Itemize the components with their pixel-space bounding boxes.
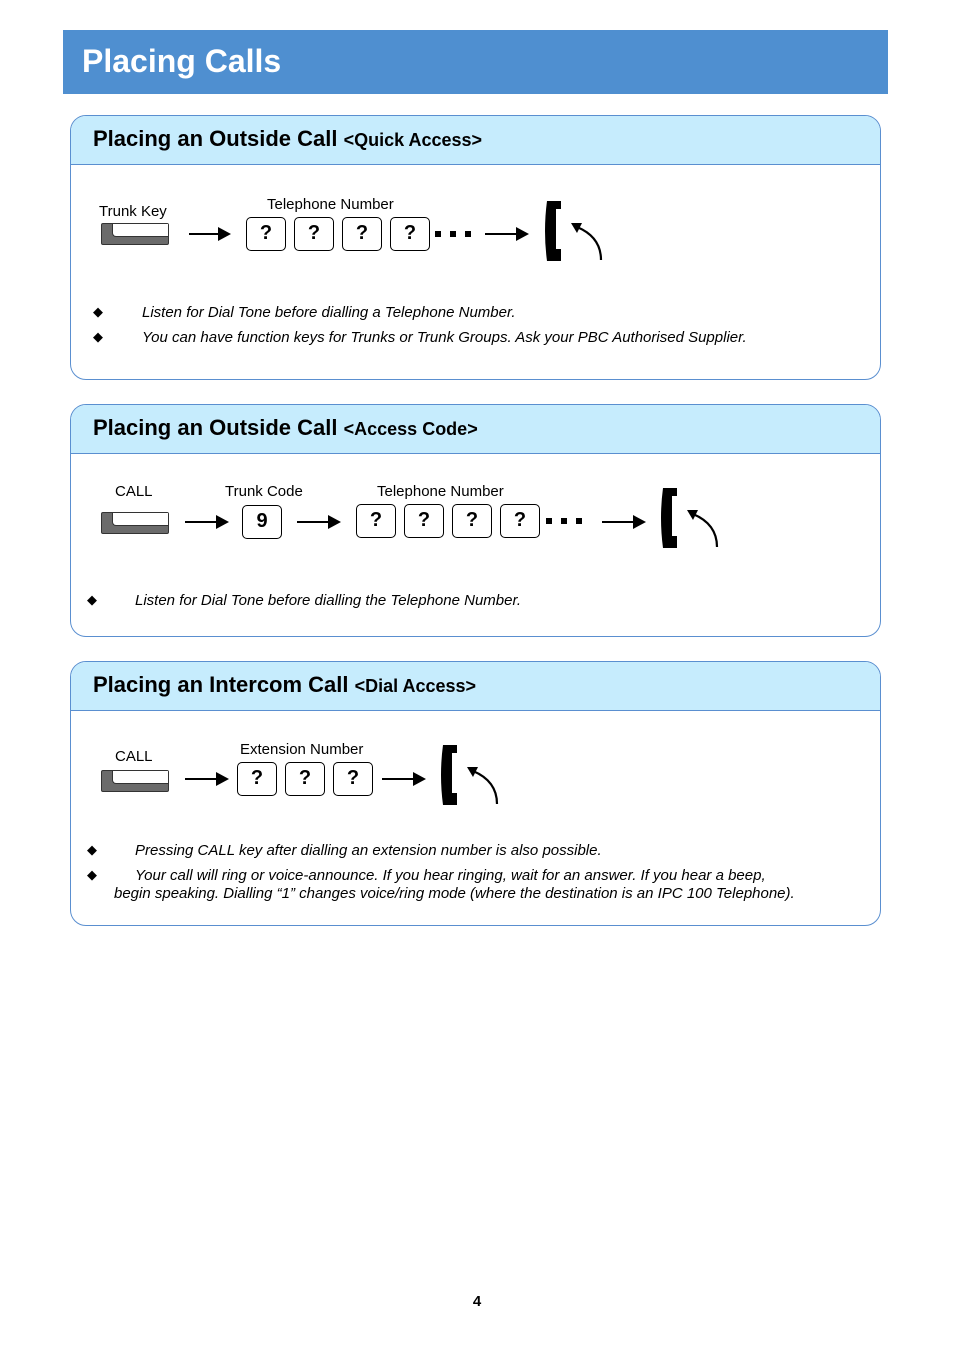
- section-dial-access: [70, 661, 881, 926]
- section-access-code: [70, 404, 881, 637]
- ellipsis-dots-icon: [546, 518, 584, 524]
- section-header: [71, 405, 880, 454]
- digit-key[interactable]: ?: [237, 762, 277, 796]
- note-text: Listen for Dial Tone before dialling a Telephone Number.: [142, 304, 516, 321]
- note-text: Listen for Dial Tone before dialling the Telephone Number.: [135, 592, 522, 609]
- bullet-icon: ◆: [93, 329, 103, 344]
- arrow-right-icon: [485, 227, 529, 241]
- handset-icon: [543, 197, 605, 265]
- call-key-button-icon[interactable]: [101, 770, 169, 792]
- digit-key[interactable]: ?: [333, 762, 373, 796]
- page-title: Placing Calls: [82, 43, 282, 79]
- digit-key[interactable]: ?: [404, 504, 444, 538]
- digit-key[interactable]: ?: [246, 217, 286, 251]
- trunk-key-button-icon[interactable]: [101, 223, 169, 245]
- note-text: Your call will ring or voice-announce. If you hear ringing, wait for an answer. If you hear a beep,: [135, 867, 766, 884]
- call-key-label: CALL: [115, 483, 153, 500]
- digit-key[interactable]: ?: [390, 217, 430, 251]
- trunk-code-label: Trunk Code: [225, 483, 303, 500]
- bullet-icon: ◆: [87, 592, 97, 607]
- section-header: [71, 662, 880, 711]
- call-key-button-icon[interactable]: [101, 512, 169, 534]
- digit-key[interactable]: ?: [356, 504, 396, 538]
- section-title-bracket: <Quick Access>: [343, 130, 483, 150]
- section-title: [93, 672, 476, 698]
- trunk-key-label: Trunk Key: [99, 203, 167, 220]
- page-title-banner: [63, 30, 888, 94]
- digit-key[interactable]: ?: [285, 762, 325, 796]
- extension-number-label: Extension Number: [240, 741, 364, 758]
- arrow-right-icon: [602, 515, 646, 529]
- handset-icon: [439, 741, 501, 809]
- section-title-text: Placing an Outside Call: [93, 415, 344, 440]
- section-title-bracket: <Dial Access>: [354, 676, 477, 696]
- digit-key[interactable]: ?: [294, 217, 334, 251]
- section-title-bracket: <Access Code>: [343, 419, 478, 439]
- bullet-icon: ◆: [87, 842, 97, 857]
- section-title: [93, 126, 482, 152]
- telephone-number-label: Telephone Number: [377, 483, 504, 500]
- handset-icon: [659, 484, 721, 552]
- digit-key[interactable]: ?: [500, 504, 540, 538]
- section-header: [71, 116, 880, 165]
- arrow-right-icon: [185, 515, 229, 529]
- digit-key[interactable]: ?: [342, 217, 382, 251]
- section-title: [93, 415, 478, 441]
- digit-key[interactable]: ?: [452, 504, 492, 538]
- bullet-icon: ◆: [87, 867, 97, 882]
- page-number: 4: [472, 1293, 482, 1310]
- arrow-right-icon: [185, 772, 229, 786]
- bullet-icon: ◆: [93, 304, 103, 319]
- ellipsis-dots-icon: [435, 231, 473, 237]
- arrow-right-icon: [297, 515, 341, 529]
- call-key-label: CALL: [115, 748, 153, 765]
- note-text: Pressing CALL key after dialling an extension number is also possible.: [135, 842, 602, 859]
- section-title-text: Placing an Outside Call: [93, 126, 344, 151]
- section-quick-access: [70, 115, 881, 380]
- section-title-text: Placing an Intercom Call: [93, 672, 355, 697]
- arrow-right-icon: [189, 227, 231, 241]
- note-text: You can have function keys for Trunks or Trunk Groups. Ask your PBC Authorised Supplier.: [142, 329, 747, 346]
- note-text: begin speaking. Dialling “1” changes voice/ring mode (where the destination is an IPC 100 Telephone).: [114, 885, 795, 902]
- arrow-right-icon: [382, 772, 426, 786]
- trunk-code-digit[interactable]: 9: [242, 505, 282, 539]
- telephone-number-label: Telephone Number: [267, 196, 394, 213]
